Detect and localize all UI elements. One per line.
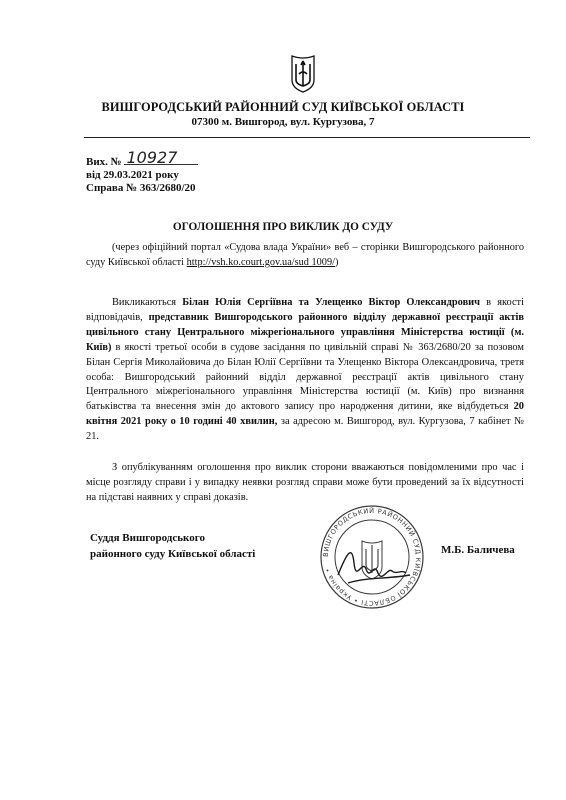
subtitle-end: ) bbox=[334, 257, 339, 268]
outgoing-block bbox=[86, 148, 198, 195]
court-address: 07300 м. Вишгород, вул. Кургузова, 7 bbox=[191, 116, 375, 128]
court-portal-link[interactable]: http://vsh.ko.court.gov.ua/sud 1009/ bbox=[186, 257, 335, 268]
outgoing-date: від 29.03.2021 року bbox=[86, 169, 179, 181]
notice-paragraph-1 bbox=[86, 296, 524, 445]
third-party-representative: представник Вишгородського районного відділу державної реєстрації актів цивільного стану Центрального міжрегіонального управління Міністерства юстиції (м. Київ) bbox=[86, 311, 524, 353]
p1-part-e: в якості третьої особи в судове засідання по цивільній справі № 363/2680/20 за позовом Білан Сергія Миколайовича до Білан Юлії Сергіївни та Улещенко Віктора Олександровича, третя особа: Вишгородський районний відділ державної реєстрації актів цивільного стану Центрального міжрегіонального управління Міністерства юстиції (м. Київ) про визнання батьківства та внесення змін до актового запису про народження дитини, яке відбудеться bbox=[86, 341, 524, 413]
hearing-address: за адресою м. Вишгород, вул. Кургузова, 7 кабінет № 21. bbox=[86, 416, 524, 443]
p1-part-c: в якості відповідачів, bbox=[86, 297, 524, 323]
hearing-datetime: 20 квітня 2021 року о 10 годині 40 хвилин, bbox=[86, 401, 524, 428]
case-number: Справа № 363/2680/20 bbox=[86, 182, 196, 194]
notice-subtitle bbox=[86, 240, 524, 270]
header-divider bbox=[84, 137, 530, 138]
judge-name: М.Б. Баличева bbox=[441, 544, 515, 556]
trident-emblem-icon bbox=[290, 54, 316, 94]
notice-paragraph-2: З опублікуванням оголошення про виклик сторони вважаються повідомленими про час і місце розгляду справи і у випадку неявки розгляд справи може бути проведений за їх відсутності на підставі наявних у справі доказів. bbox=[86, 462, 524, 503]
seal-ring-text: ВИШГОРОДСЬКИЙ РАЙОННИЙ СУД КИЇВСЬКОЇ ОБЛАСТІ • Україна • bbox=[321, 506, 423, 608]
p1-part-a: Викликаються bbox=[112, 297, 183, 308]
court-name: ВИШГОРОДСЬКИЙ РАЙОННИЙ СУД КИЇВСЬКОЇ ОБЛАСТІ bbox=[101, 100, 465, 114]
defendants-names: Білан Юлія Сергіївна та Улещенко Віктор Олександрович bbox=[182, 297, 481, 308]
judge-title bbox=[90, 531, 255, 562]
judge-title-line-1: Суддя Вишгородського bbox=[90, 532, 205, 544]
outgoing-number-label: Вих. № bbox=[86, 156, 122, 168]
notice-heading: ОГОЛОШЕННЯ ПРО ВИКЛИК ДО СУДУ bbox=[172, 221, 394, 233]
outgoing-number-handwritten: 10927 bbox=[124, 151, 198, 165]
judge-title-line-2: районного суду Київської області bbox=[90, 547, 256, 560]
subtitle-text: (через офіційний портал «Судова влада України» веб – сторінки Вишгородського районного суду Київської області bbox=[86, 242, 524, 268]
court-seal-icon bbox=[318, 503, 426, 611]
